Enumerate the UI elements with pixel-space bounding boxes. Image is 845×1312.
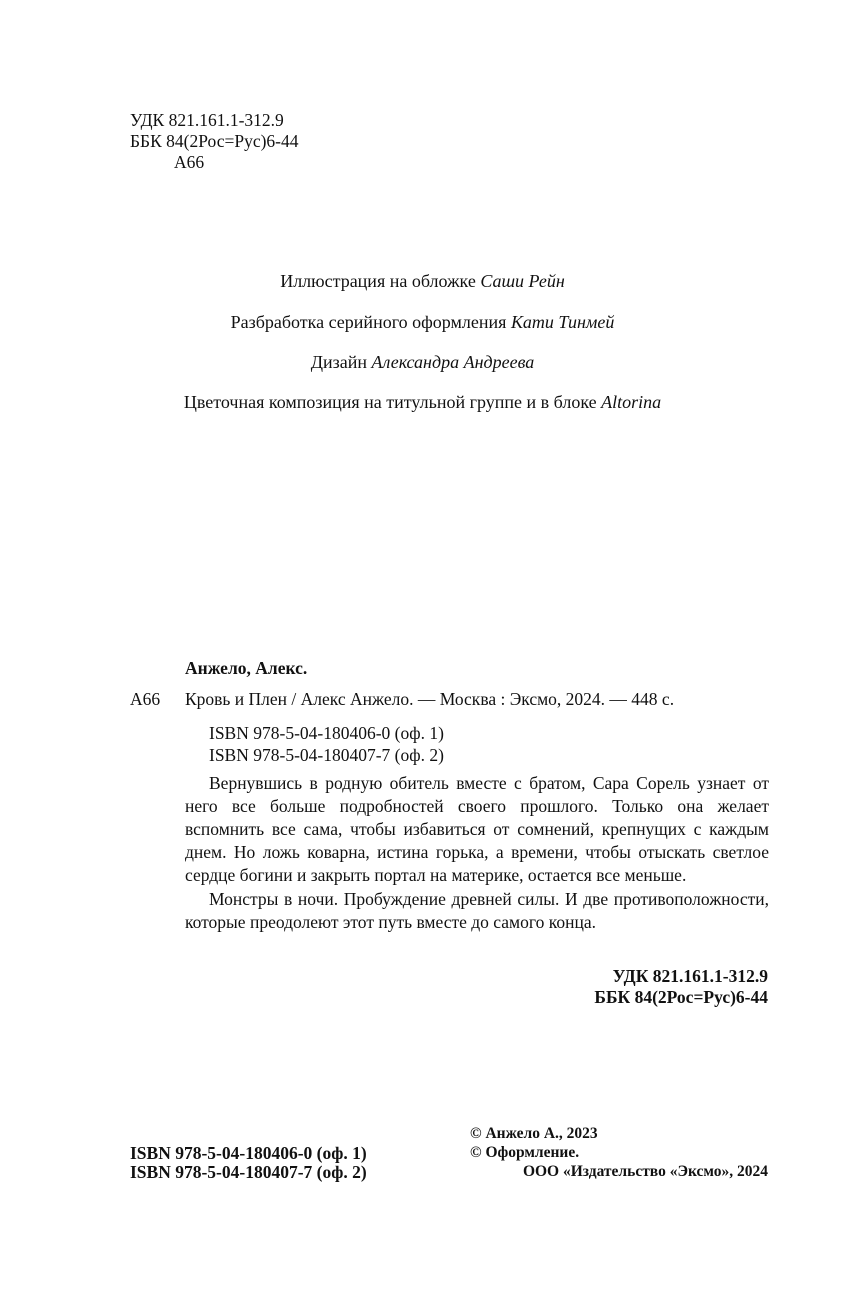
bibliographic-line: Кровь и Плен / Алекс Анжело. — Москва : Эксмо, 2024. — 448 с. — [185, 689, 675, 709]
credit-label: Иллюстрация на обложке — [280, 271, 476, 291]
credit-person: Altorina — [601, 392, 662, 412]
credit-series-design — [0, 312, 845, 333]
credit-person: Кати Тинмей — [510, 312, 615, 332]
copyright-publisher: ООО «Издательство «Эксмо», 2024 — [522, 1163, 768, 1180]
credit-illustration — [0, 271, 845, 292]
catalog-bbk: ББК 84(2Рос=Рус)6-44 — [594, 987, 768, 1007]
catalog-isbn-1: ISBN 978-5-04-180406-0 (оф. 1) — [209, 723, 444, 743]
author-heading: Анжело, Алекс. — [185, 658, 308, 678]
credit-person: Александра Андреева — [371, 352, 535, 372]
annotation-paragraph: Вернувшись в родную обитель вместе с братом, Сара Сорель узнает от него все больше подробностей своего прошлого. Только она желает вспомнить все сама, чтобы избавиться от сомнений, крепнущих с каждым днем. Но ложь коварна, истина горька, а времени, чтобы отыскать светлое сердце богини и закрыть портал на материке, остается все меньше. — [185, 773, 769, 885]
credit-label: Дизайн — [310, 352, 367, 372]
catalog-isbn-2: ISBN 978-5-04-180407-7 (оф. 2) — [209, 745, 444, 765]
annotation-paragraph: Монстры в ночи. Пробуждение древней силы. И две противоположности, которые преодолеют этот путь вместе до самого конца. — [185, 889, 769, 932]
top-author-mark: А66 — [174, 152, 205, 172]
credit-floral — [0, 392, 845, 413]
copyright-author: © Анжело А., 2023 — [470, 1125, 598, 1142]
footer-isbn-1: ISBN 978-5-04-180406-0 (оф. 1) — [130, 1143, 367, 1163]
credit-person: Саши Рейн — [480, 271, 565, 291]
annotation — [185, 772, 769, 934]
copyright-design-label: © Оформление. — [470, 1144, 580, 1161]
credit-label: Разбработка серийного оформления — [230, 312, 507, 332]
credit-label: Цветочная композиция на титульной группе и в блоке — [183, 392, 597, 412]
top-udk: УДК 821.161.1-312.9 — [130, 110, 284, 130]
credit-design — [0, 352, 845, 373]
catalog-udk: УДК 821.161.1-312.9 — [612, 966, 768, 986]
catalog-author-mark: А66 — [130, 689, 161, 709]
top-bbk: ББК 84(2Рос=Рус)6-44 — [130, 131, 299, 151]
footer-isbn-2: ISBN 978-5-04-180407-7 (оф. 2) — [130, 1162, 367, 1182]
